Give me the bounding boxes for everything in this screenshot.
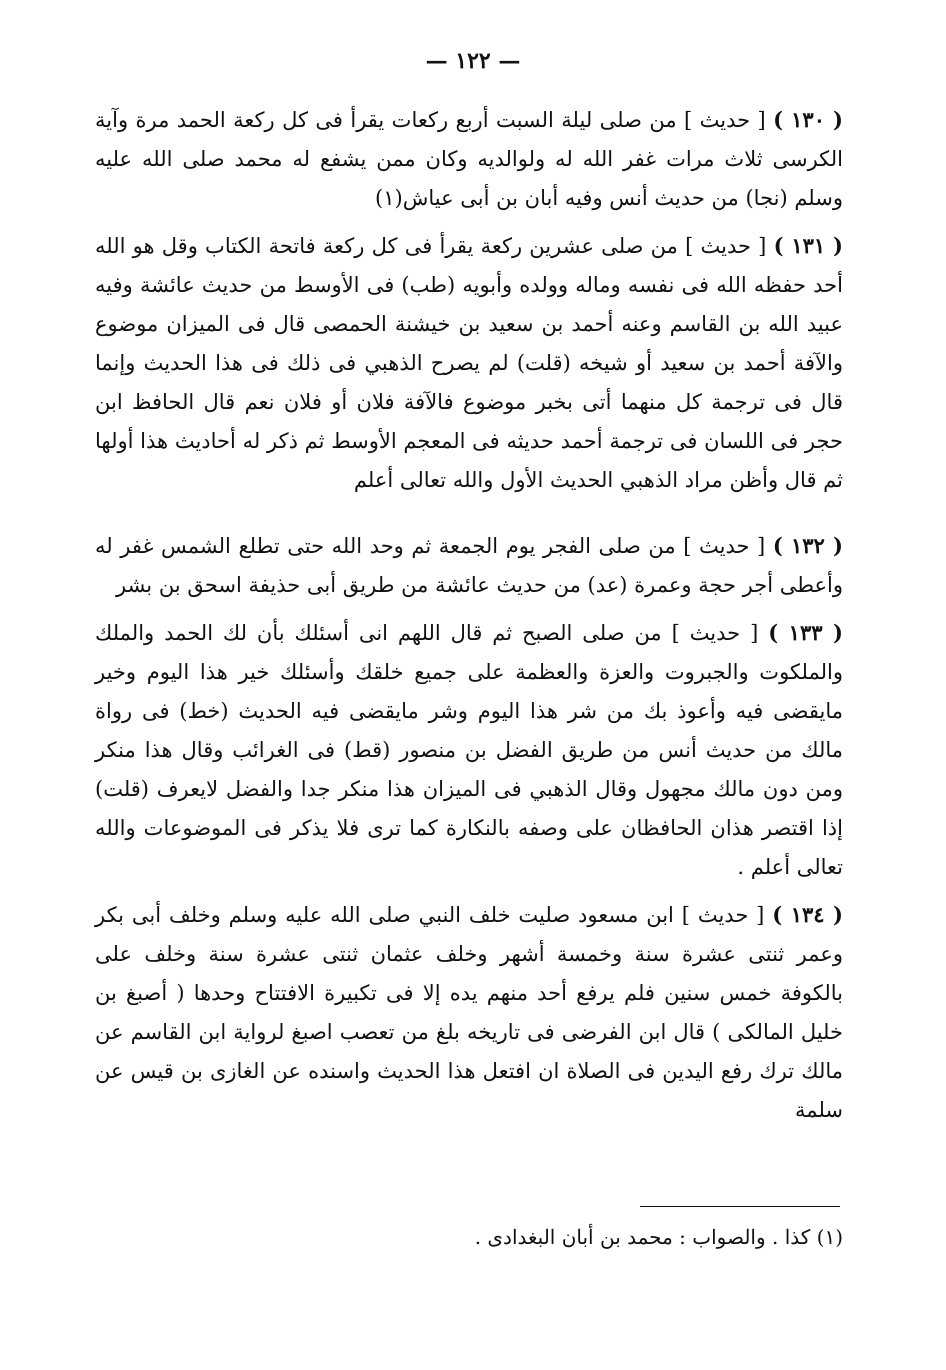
hadith-paragraph-132	[95, 526, 843, 605]
footnote: (١) كذا . والصواب : محمد بن أبان البغدادى .	[474, 1225, 843, 1249]
hadith-text: [ حديث ] من صلى ليلة السبت أربع ركعات يقرأ فى كل ركعة الحمد مرة وآية الكرسى ثلاث مرات غفر الله له ولوالديه وكان ممن يشفع له محمد صلى الله عليه وسلم (نجا) من حديث أنس وفيه أبان بن أبى عياش(١)	[95, 108, 843, 210]
hadith-number: ( ١٣٤ )	[772, 902, 843, 927]
hadith-text: [ حديث ] من صلى الصبح ثم قال اللهم انى أسئلك بأن لك الحمد والملك والملكوت والجبروت والعزة والعظمة على جميع خلقك وأسئلك خير هذا اليوم وخير مايقضى فيه وأعوذ بك من شر هذا اليوم وشر مايقضى فيه الحديث (خط) فى رواة مالك من حديث أنس من طريق الفضل بن منصور (قط) فى الغرائب وقال هذا منكر ومن دون مالك مجهول وقال الذهبي فى الميزان هذا منكر جدا والفضل لايعرف (قلت) إذا اقتصر هذان الحافظان على وصفه بالنكارة كما ترى فلا يذكر فى الموضوعات والله تعالى أعلم .	[95, 621, 843, 879]
hadith-text: [ حديث ] ابن مسعود صليت خلف النبي صلى الله عليه وسلم وخلف أبى بكر وعمر ثنتى عشرة سنة وخمسة أشهر وخلف عثمان ثنتى عشرة سنة وخلف على بالكوفة خمس سنين فلم يرفع أحد منهم يده إلا فى تكبيرة الافتتاح وحدها ( أصبغ بن خليل المالكى ) قال ابن الفرضى فى تاريخه بلغ من تعصب اصبغ لرواية ابن القاسم عن مالك ترك رفع اليدين فى الصلاة ان افتعل هذا الحديث واسنده عن الغازى بن قيس عن سلمة	[95, 903, 843, 1122]
hadith-paragraph-133	[95, 613, 843, 887]
page-number: — ١٢٢ —	[425, 48, 521, 74]
body-text	[95, 100, 843, 1138]
hadith-number: ( ١٣٢ )	[772, 533, 843, 558]
hadith-text: [ حديث ] من صلى عشرين ركعة يقرأ فى كل ركعة فاتحة الكتاب وقل هو الله أحد حفظه الله فى نفسه وماله وولده وأبويه (طب) فى الأوسط من حديث عائشة وفيه عبيد الله بن القاسم وعنه أحمد بن سعيد بن خيشنة الحمصى قال فى الميزان موضوع والآفة أحمد بن سعيد أو شيخه (قلت) لم يصرح الذهبي فى ذلك فى هذا الحديث وإنما قال فى ترجمة كل منهما أتى بخبر موضوع فالآفة فلان أو فلان نعم قال الحافظ ابن حجر فى اللسان فى ترجمة أحمد حديثه فى المعجم الأوسط ثم ذكر له أحاديث هذا أولها ثم قال وأظن مراد الذهبي الحديث الأول والله تعالى أعلم	[95, 234, 843, 492]
hadith-paragraph-131	[95, 226, 843, 500]
hadith-paragraph-134	[95, 895, 843, 1130]
hadith-number: ( ١٣٠ )	[773, 107, 843, 132]
hadith-number: ( ١٣٣ )	[768, 620, 843, 645]
hadith-number: ( ١٣١ )	[773, 233, 843, 258]
hadith-text: [ حديث ] من صلى الفجر يوم الجمعة ثم وحد الله حتى تطلع الشمس غفر له وأعطى أجر حجة وعمرة (عد) من حديث عائشة من طريق أبى حذيفة اسحق بن بشر	[95, 534, 843, 597]
footnote-divider	[640, 1206, 840, 1207]
hadith-paragraph-130	[95, 100, 843, 218]
